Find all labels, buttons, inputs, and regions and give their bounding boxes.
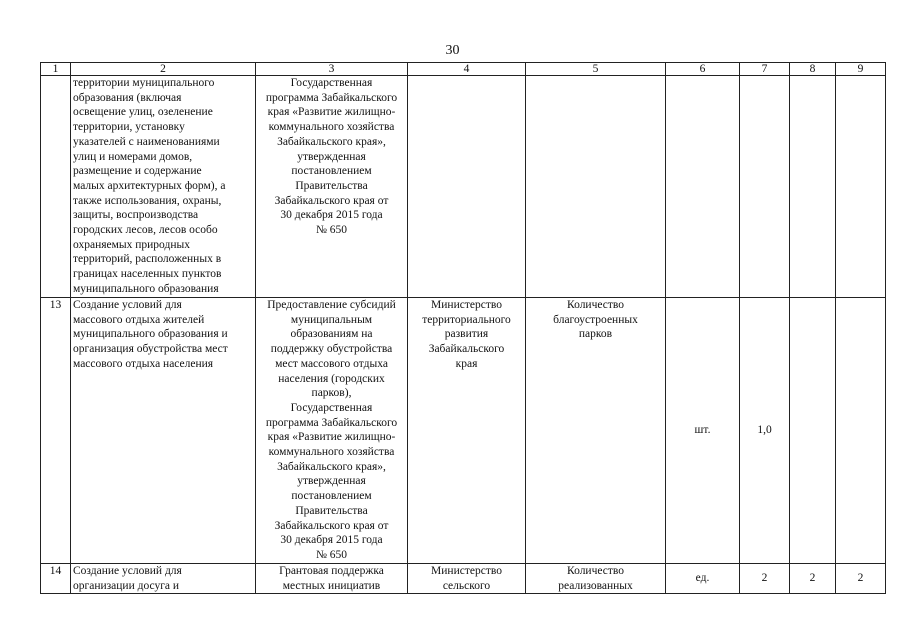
column-number-row [41, 63, 886, 76]
value-col-9 [836, 298, 886, 564]
responsible-body: Министерство сельского [408, 564, 526, 594]
column-header: 7 [740, 63, 790, 76]
page-number: 30 [445, 43, 460, 58]
funding-source: Предоставление субсидий муниципальным образованиям на поддержку обустройства мест массового отдыха населения (городских парков), Государственная программа Забайкальского края «Развитие жилищно- коммунального хозяйства Забайкальского края», утвержденная постановлением Правительства Забайкальского края от 30 декабря 2015 года № 650 [256, 298, 408, 564]
column-header: 9 [836, 63, 886, 76]
value-col-7: 1,0 [740, 298, 790, 564]
row-number: 14 [41, 564, 71, 594]
measure-description: территории муниципального образования (включая освещение улиц, озеленение территории, установку указателей с наименованиями улиц и номерами домов, размещение и содержание малых архитектурных форм), а также использования, охраны, защиты, воспроизводства городских лесов, лесов особо охраняемых природных территорий, расположенных в границах населенных пунктов муниципального образования [71, 76, 256, 298]
column-header: 8 [790, 63, 836, 76]
unit: ед. [666, 564, 740, 594]
row-number [41, 76, 71, 298]
value-col-7 [740, 76, 790, 298]
measure-description: Создание условий для массового отдыха жителей муниципального образования и организация обустройства мест массового отдыха населения [71, 298, 256, 564]
value-col-9: 2 [836, 564, 886, 594]
value-col-8: 2 [790, 564, 836, 594]
funding-source: Государственная программа Забайкальского края «Развитие жилищно- коммунального хозяйства Забайкальского края», утвержденная постановлением Правительства Забайкальского края от 30 декабря 2015 года № 650 [256, 76, 408, 298]
column-header: 2 [71, 63, 256, 76]
indicator-name: Количество реализованных [526, 564, 666, 594]
column-header: 5 [526, 63, 666, 76]
unit: шт. [666, 298, 740, 564]
indicator-name: Количество благоустроенных парков [526, 298, 666, 564]
program-measures-table [40, 62, 886, 594]
table-row [41, 564, 886, 594]
table-row [41, 298, 886, 564]
row-number: 13 [41, 298, 71, 564]
indicator-name [526, 76, 666, 298]
value-col-7: 2 [740, 564, 790, 594]
measure-description: Создание условий для организации досуга и [71, 564, 256, 594]
table-row [41, 76, 886, 298]
column-header: 6 [666, 63, 740, 76]
funding-source: Грантовая поддержка местных инициатив [256, 564, 408, 594]
column-header: 4 [408, 63, 526, 76]
value-col-8 [790, 76, 836, 298]
value-col-9 [836, 76, 886, 298]
unit [666, 76, 740, 298]
responsible-body: Министерство территориального развития Забайкальского края [408, 298, 526, 564]
value-col-8 [790, 298, 836, 564]
column-header: 1 [41, 63, 71, 76]
responsible-body [408, 76, 526, 298]
column-header: 3 [256, 63, 408, 76]
